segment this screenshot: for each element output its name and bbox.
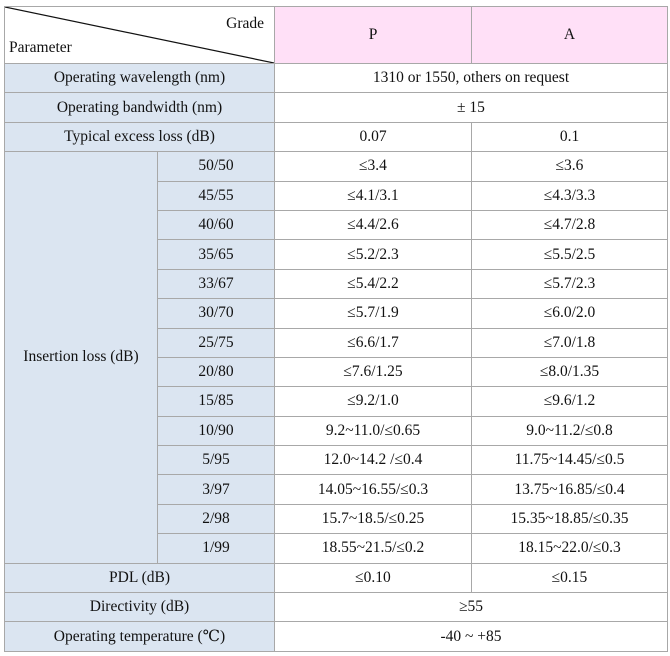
param-label: Operating temperature (℃)	[5, 622, 275, 651]
ratio-cell: 25/75	[158, 328, 275, 357]
value-a: 9.0~11.2/≤0.8	[472, 416, 668, 445]
param-label: Typical excess loss (dB)	[5, 122, 275, 151]
value-p: ≤0.10	[275, 563, 472, 592]
header-row	[5, 7, 668, 64]
value-a: 15.35~18.85/≤0.35	[472, 504, 668, 533]
value-p: 12.0~14.2 /≤0.4	[275, 446, 472, 475]
param-label: Directivity (dB)	[5, 593, 275, 622]
table-row	[5, 593, 668, 622]
table-row	[5, 122, 668, 151]
value-p: 15.7~18.5/≤0.25	[275, 504, 472, 533]
param-value: ± 15	[275, 93, 668, 122]
parameter-label: Parameter	[9, 39, 72, 56]
value-a: ≤9.6/1.2	[472, 387, 668, 416]
param-value: ≥55	[275, 593, 668, 622]
value-a: ≤7.0/1.8	[472, 328, 668, 357]
ratio-cell: 20/80	[158, 357, 275, 386]
table-row	[5, 563, 668, 592]
param-value: -40 ~ +85	[275, 622, 668, 651]
value-a: ≤8.0/1.35	[472, 357, 668, 386]
grade-a-header: A	[472, 7, 668, 64]
ratio-cell: 50/50	[158, 152, 275, 181]
value-a: 11.75~14.45/≤0.5	[472, 446, 668, 475]
table-row	[5, 64, 668, 93]
ratio-cell: 10/90	[158, 416, 275, 445]
param-value: 1310 or 1550, others on request	[275, 64, 668, 93]
param-label: Operating bandwidth (nm)	[5, 93, 275, 122]
value-a: ≤4.7/2.8	[472, 210, 668, 239]
table-row	[5, 93, 668, 122]
ratio-cell: 33/67	[158, 269, 275, 298]
value-a: ≤0.15	[472, 563, 668, 592]
value-a: ≤5.5/2.5	[472, 240, 668, 269]
value-a: 18.15~22.0/≤0.3	[472, 534, 668, 563]
value-a: 0.1	[472, 122, 668, 151]
value-p: ≤6.6/1.7	[275, 328, 472, 357]
ratio-cell: 2/98	[158, 504, 275, 533]
ratio-cell: 45/55	[158, 181, 275, 210]
table-row	[5, 622, 668, 651]
value-p: ≤7.6/1.25	[275, 357, 472, 386]
param-label: Operating wavelength (nm)	[5, 64, 275, 93]
value-a: ≤3.6	[472, 152, 668, 181]
ratio-cell: 15/85	[158, 387, 275, 416]
value-p: ≤3.4	[275, 152, 472, 181]
grade-p-header: P	[275, 7, 472, 64]
value-p: ≤5.2/2.3	[275, 240, 472, 269]
value-p: 9.2~11.0/≤0.65	[275, 416, 472, 445]
table-row	[5, 152, 668, 181]
ratio-cell: 30/70	[158, 299, 275, 328]
param-label: PDL (dB)	[5, 563, 275, 592]
value-p: 18.55~21.5/≤0.2	[275, 534, 472, 563]
ratio-cell: 1/99	[158, 534, 275, 563]
value-a: 13.75~16.85/≤0.4	[472, 475, 668, 504]
spec-table	[4, 6, 668, 652]
ratio-cell: 3/97	[158, 475, 275, 504]
value-p: ≤5.4/2.2	[275, 269, 472, 298]
ratio-cell: 5/95	[158, 446, 275, 475]
value-p: ≤9.2/1.0	[275, 387, 472, 416]
value-a: ≤4.3/3.3	[472, 181, 668, 210]
grade-label: Grade	[226, 15, 264, 32]
value-a: ≤6.0/2.0	[472, 299, 668, 328]
insertion-loss-label: Insertion loss (dB)	[5, 152, 158, 563]
value-p: ≤4.4/2.6	[275, 210, 472, 239]
value-a: ≤5.7/2.3	[472, 269, 668, 298]
value-p: 14.05~16.55/≤0.3	[275, 475, 472, 504]
ratio-cell: 35/65	[158, 240, 275, 269]
value-p: ≤4.1/3.1	[275, 181, 472, 210]
value-p: 0.07	[275, 122, 472, 151]
value-p: ≤5.7/1.9	[275, 299, 472, 328]
corner-header-cell	[5, 7, 275, 64]
ratio-cell: 40/60	[158, 210, 275, 239]
